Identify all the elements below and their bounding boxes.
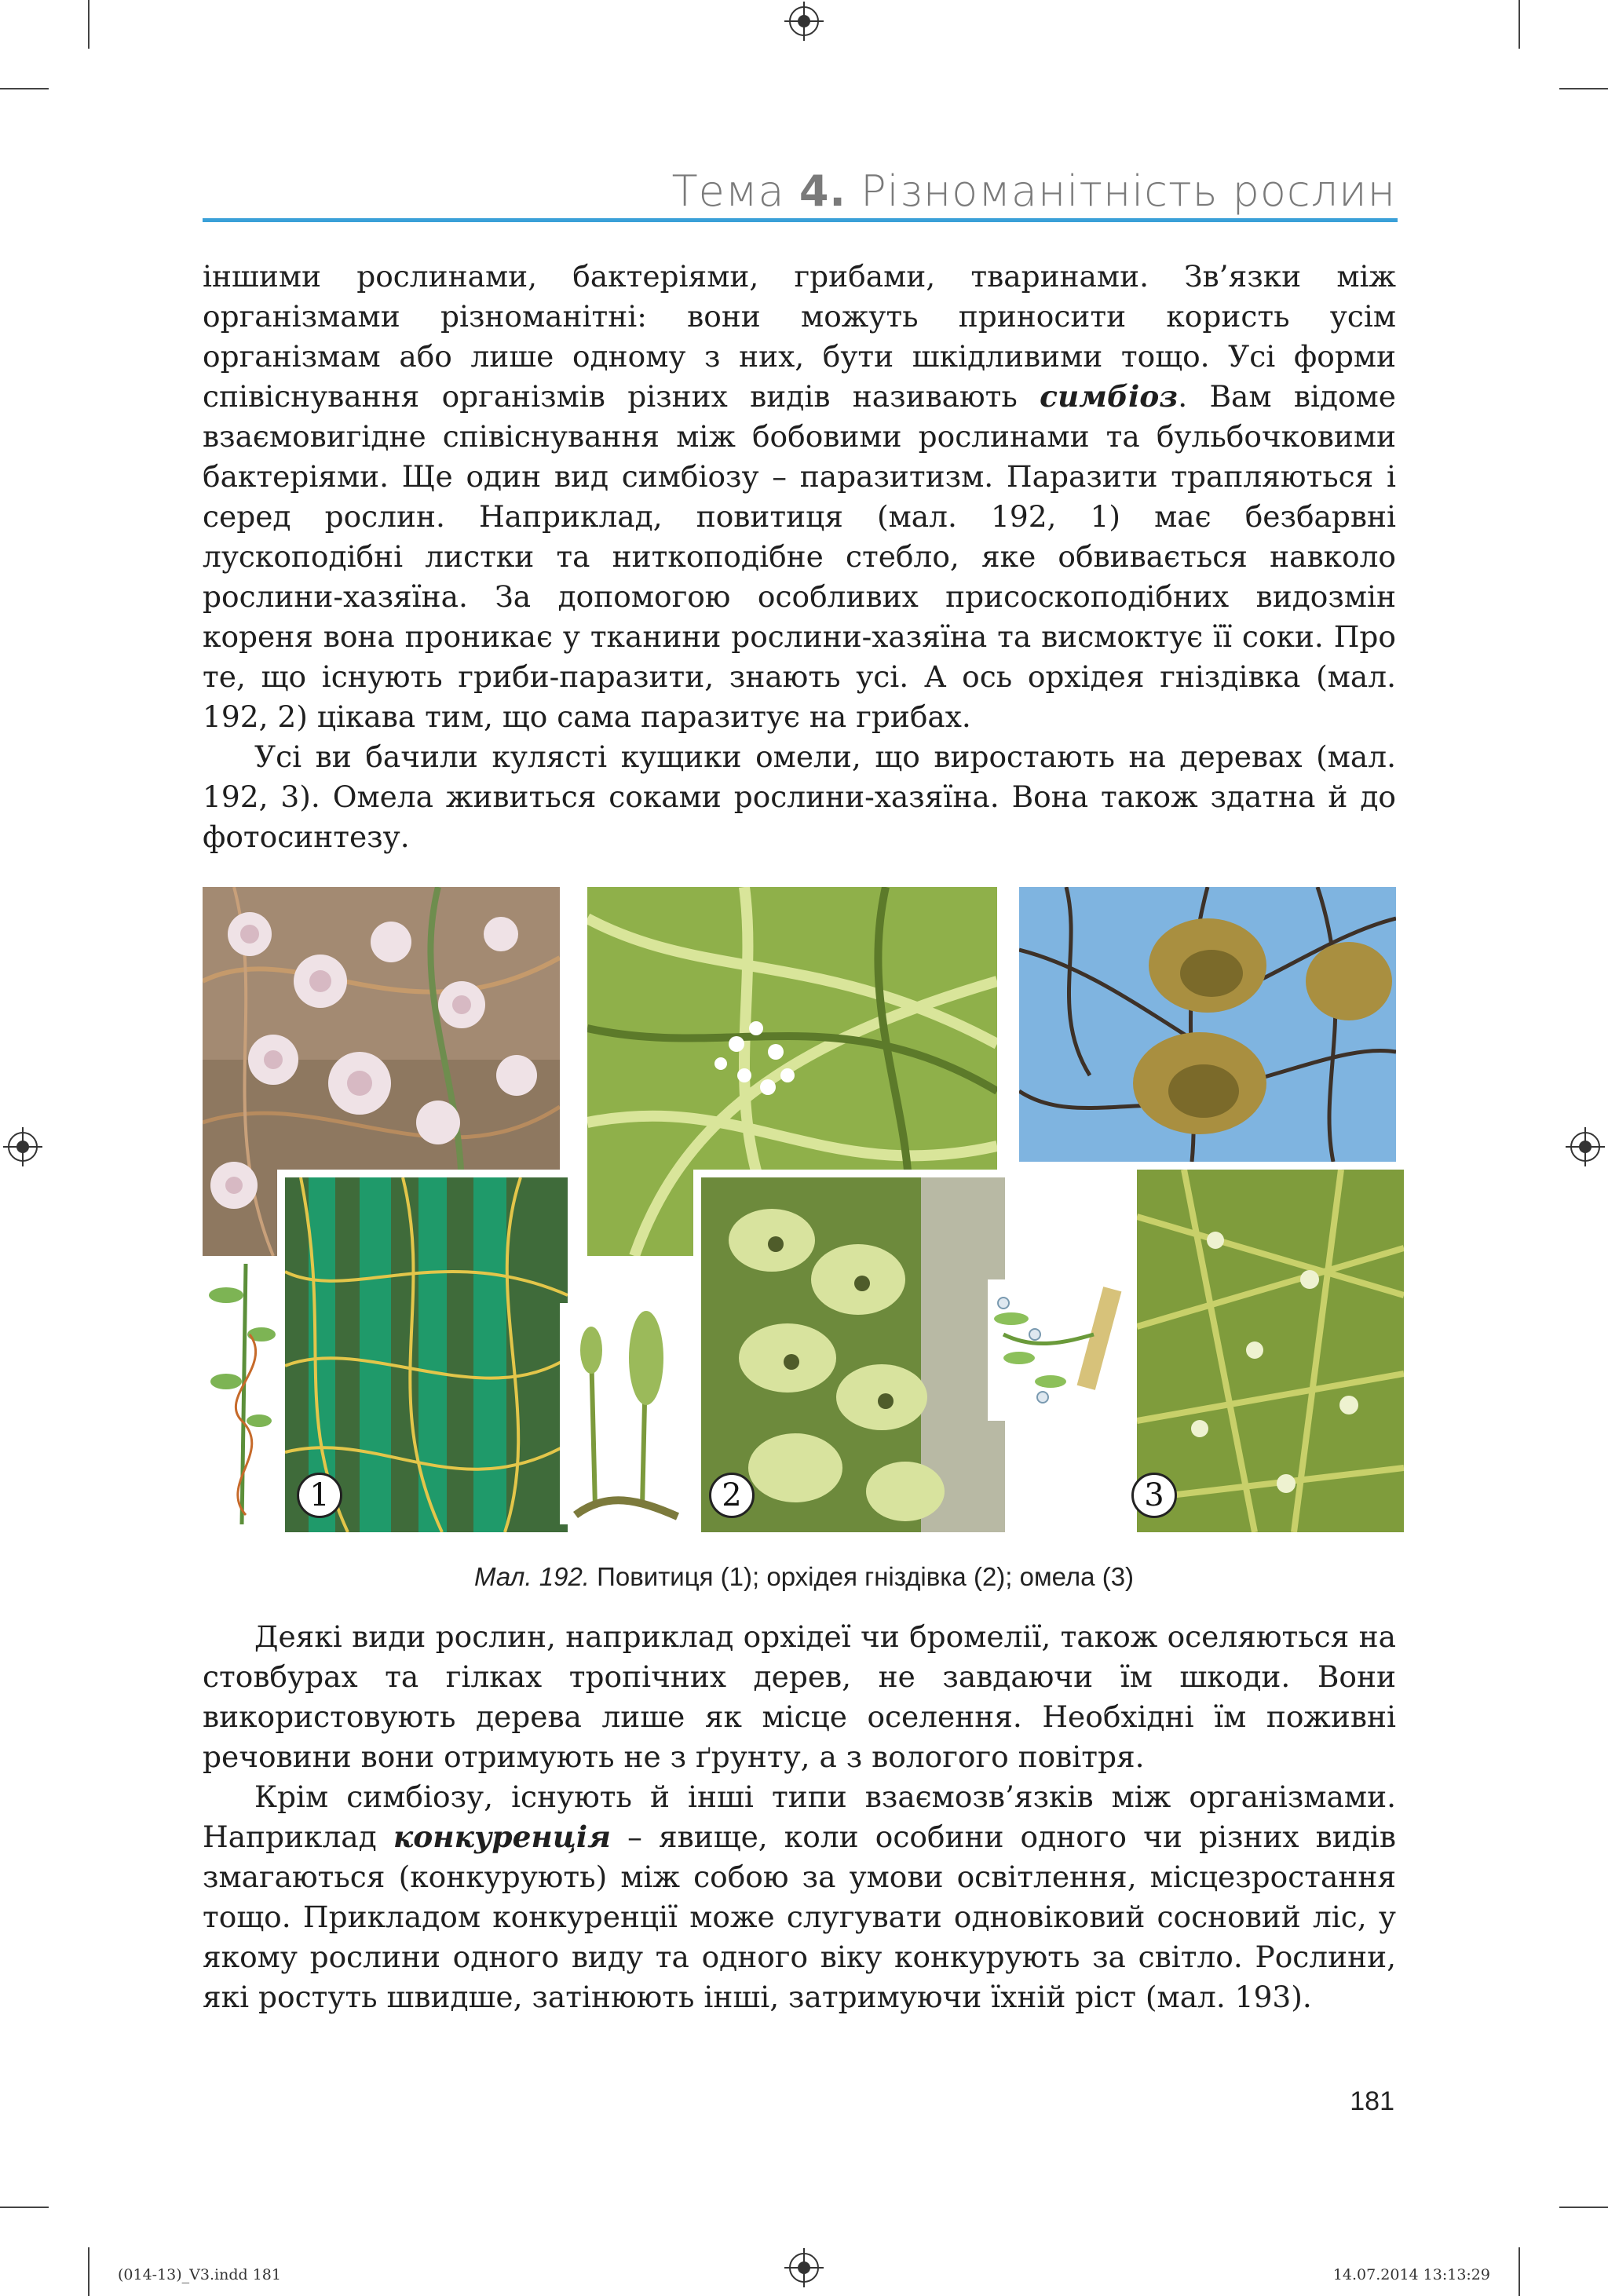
header-number: 4.: [799, 166, 846, 216]
figure-badge-2: 2: [709, 1473, 755, 1518]
term-symbiosis: симбіоз: [1040, 379, 1179, 414]
crop-mark: [0, 2207, 49, 2208]
crop-mark: [88, 2247, 90, 2296]
figure-badge-1: 1: [297, 1473, 342, 1518]
header-prefix: Тема: [671, 166, 785, 216]
slug-datetime: 14.07.2014 13:13:29: [1332, 2266, 1490, 2283]
header-rule: [203, 218, 1398, 222]
crop-mark: [1559, 88, 1608, 89]
paragraph: Деякі види рослин, наприклад орхідеї чи бромелії, також оселяються на стовбурах та гілках тропічних дерев, не завдаючи їм шкоди. Вони використовують дерева лише як місце оселення. Необхідні їм поживні речовини вони отримують не з ґрунту, а з вологого повітря.: [203, 1619, 1396, 1774]
crop-mark: [1518, 2247, 1520, 2296]
dodder-drawing: [203, 1264, 277, 1524]
registration-mark-icon: [789, 6, 819, 36]
figure-caption: [0, 1562, 1608, 1592]
registration-mark-icon: [8, 1132, 38, 1162]
term-competition: конкуренція: [393, 1820, 612, 1854]
paragraph: Усі ви бачили кулясті кущики омели, що виростають на деревах (мал. 192, 3). Омела живиться соками рослини-хазяїна. Вона також здатна й до фотосинтезу.: [203, 739, 1396, 854]
caption-text: Повитиця (1); орхідея гніздівка (2); омела (3): [589, 1562, 1135, 1591]
crop-mark: [0, 88, 49, 89]
mistletoe-tree-photo: [1019, 887, 1396, 1162]
page-number: 181: [1350, 2086, 1394, 2116]
slug-file: (014-13)_V3.indd 181: [118, 2266, 281, 2283]
paragraph: Крім симбіозу, існують й інші типи взаємозв’язків між організмами. Наприклад конкуренція – явище, коли особини одного чи різних видів змагаються (конкурують) між собою за умови освітлення, місцезростання тощо. Прикладом конкуренції може слугувати одновіковий сосновий ліс, у якому рослини одного виду та одного віку конкурують за світло. Рослини, які ростуть швидше, затінюють інші, затримуючи їхній ріст (мал. 193).: [203, 1779, 1396, 2014]
registration-mark-icon: [1570, 1132, 1600, 1162]
running-header: [672, 166, 1396, 216]
paragraph: іншими рослинами, бактеріями, грибами, тваринами. Зв’язки між організмами різноманітні: вони можуть приносити користь усім організмам або лише одному з них, бути шкідливими тощо. Усі форми співіснування організмів різних видів називають симбіоз. Вам відоме взаємовигідне співіснування між бобовими рослинами та бульбочковими бактеріями. Ще один вид симбіозу – паразитизм. Паразити трапляються і серед рослин. Наприклад, повитиця (мал. 192, 1) має безбарвні лускоподібні листки та ниткоподібне стебло, яке обвивається навколо рослини-хазяїна. За допомогою особливих присоскоподібних видозмін кореня вона проникає у тканини рослини-хазяїна та висмоктує її соки. Про те, що існують гриби-паразити, знають усі. А ось орхідея гніздівка (мал. 192, 2) цікава тим, що сама паразитує на грибах.: [203, 259, 1396, 734]
header-title: Різноманітність рослин: [861, 166, 1396, 216]
crop-mark: [1559, 2207, 1608, 2208]
mistletoe-branches-photo: [1129, 1162, 1404, 1532]
text-block-bottom: [203, 1617, 1396, 2017]
crop-mark: [1518, 0, 1520, 49]
figure-badge-3: 3: [1131, 1473, 1177, 1518]
figure-192: [203, 887, 1396, 1524]
mistletoe-drawing: [988, 1279, 1129, 1421]
orchid-drawing: [560, 1303, 693, 1524]
registration-mark-icon: [789, 2253, 819, 2283]
caption-label: Мал. 192.: [473, 1562, 590, 1591]
text-block-top: [203, 257, 1396, 857]
crop-mark: [88, 0, 90, 49]
